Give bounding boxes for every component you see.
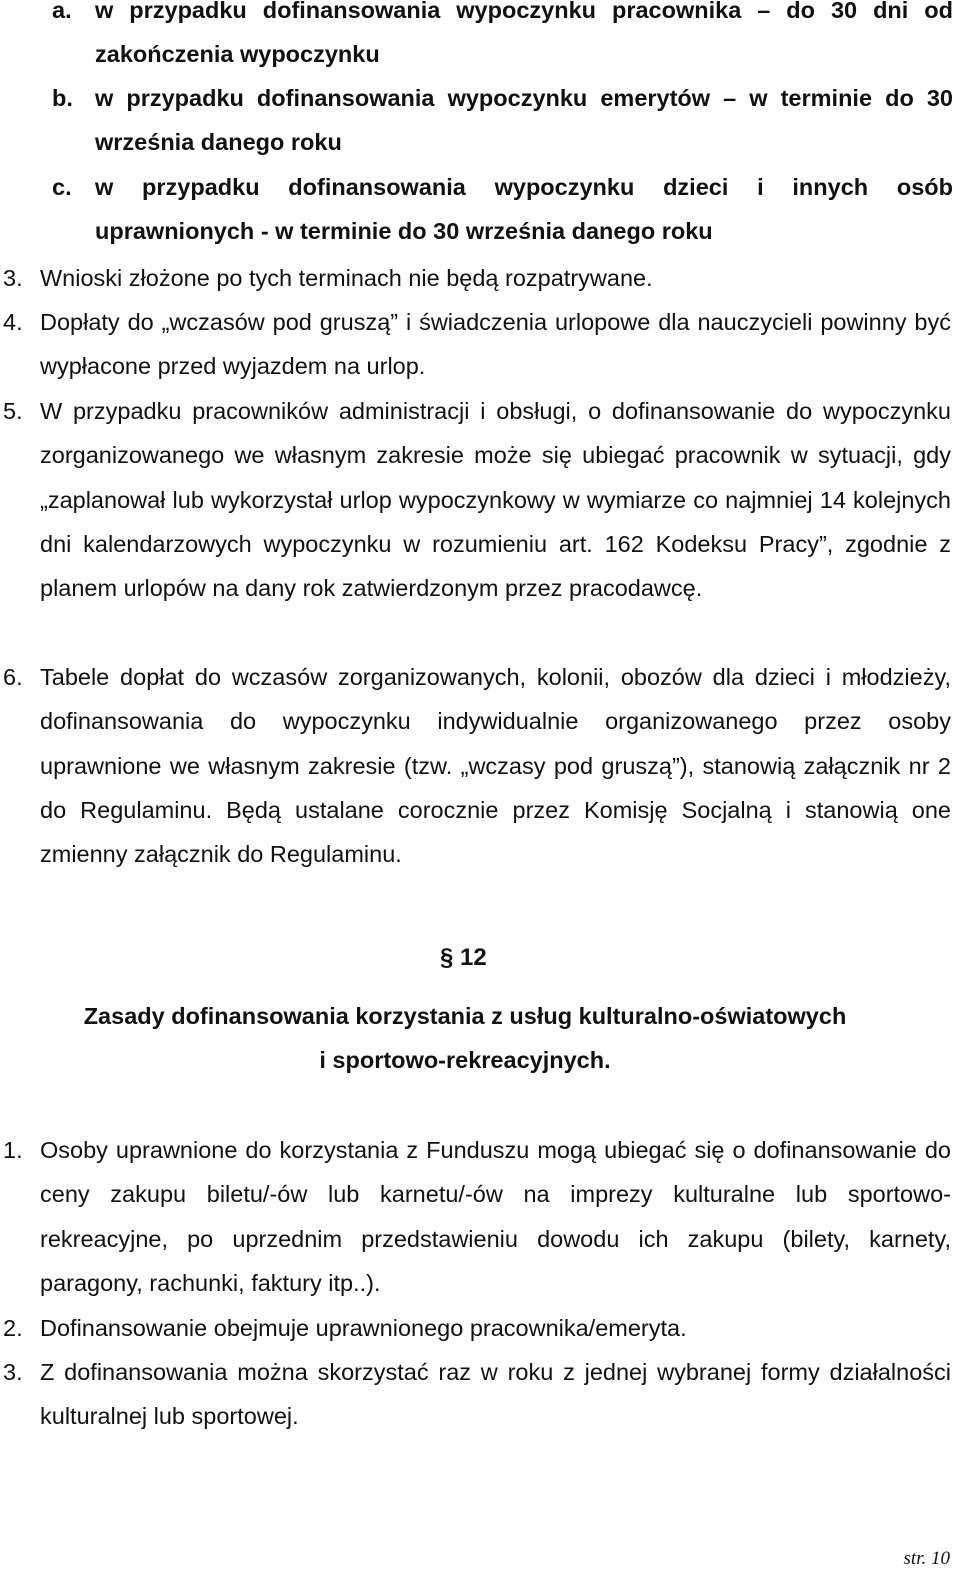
item-number: 4. bbox=[3, 309, 23, 335]
list-item-text: w przypadku dofinansowania wypoczynku emerytów – w terminie do 30 września danego roku bbox=[95, 85, 953, 155]
list-letter: a. bbox=[52, 0, 72, 23]
item-text: Tabele dopłat do wczasów zorganizowanych, kolonii, obozów dla dzieci i młodzieży, dofinansowania do wypoczynku indywidualnie organizowanego przez osoby uprawnione we własnym zakresie (tzw. „wczasy pod gruszą”), stanowią załącznik nr 2 do Regulaminu. Będą ustalane corocznie przez Komisję Socjalną i stanowią one zmienny załącznik do Regulaminu. bbox=[40, 664, 951, 868]
page-number: str. 10 bbox=[903, 1548, 950, 1569]
item-text: W przypadku pracowników administracji i obsługi, o dofinansowanie do wypoczynku zorganizowanego we własnym zakresie może się ubiegać pracownik w sytuacji, gdy „zaplanował lub wykorzystał urlop wypoczynkowy w wymiarze co najmniej 14 kolejnych dni kalendarzowych wypoczynku w rozumieniu art. 162 Kodeksu Pracy”, zgodnie z planem urlopów na dany rok zatwierdzonym przez pracodawcę. bbox=[40, 398, 951, 602]
item-text: Dofinansowanie obejmuje uprawnionego pracownika/emeryta. bbox=[40, 1315, 687, 1341]
section-symbol: § bbox=[440, 944, 454, 971]
item-number: 1. bbox=[3, 1137, 23, 1163]
section-title-line-2: i sportowo-rekreacyjnych. bbox=[319, 1047, 611, 1073]
list-item-text: w przypadku dofinansowania wypoczynku pracownika – do 30 dni od zakończenia wypoczynku bbox=[95, 0, 953, 67]
list-letter: c. bbox=[52, 174, 72, 200]
item-number: 5. bbox=[3, 398, 23, 424]
item-text: Dopłaty do „wczasów pod gruszą” i świadczenia urlopowe dla nauczycieli powinny być wypłacone przed wyjazdem na urlop. bbox=[40, 309, 951, 380]
item-number: 3. bbox=[3, 265, 23, 291]
section-number-value: 12 bbox=[460, 944, 487, 971]
item-number: 3. bbox=[3, 1359, 23, 1385]
list-letter: b. bbox=[52, 85, 73, 111]
item-number: 6. bbox=[3, 664, 23, 690]
section-title-line-1: Zasady dofinansowania korzystania z usług kulturalno-oświatowych bbox=[83, 1003, 847, 1029]
section-title bbox=[0, 994, 930, 1082]
list-item-text: w przypadku dofinansowania wypoczynku dzieci i innych osób uprawnionych - w terminie do 30 września danego roku bbox=[95, 174, 953, 244]
section-number bbox=[440, 936, 487, 980]
item-text: Z dofinansowania można skorzystać raz w roku z jednej wybranej formy działalności kulturalnej lub sportowej. bbox=[40, 1359, 951, 1430]
item-text: Wnioski złożone po tych terminach nie będą rozpatrywane. bbox=[40, 265, 653, 291]
item-text: Osoby uprawnione do korzystania z Funduszu mogą ubiegać się o dofinansowanie do ceny zakupu biletu/-ów lub karnetu/-ów na imprezy kulturalne lub sportowo-rekreacyjne, po uprzednim przedstawieniu dowodu ich zakupu (bilety, karnety, paragony, rachunki, faktury itp..). bbox=[40, 1137, 951, 1296]
item-number: 2. bbox=[3, 1315, 23, 1341]
